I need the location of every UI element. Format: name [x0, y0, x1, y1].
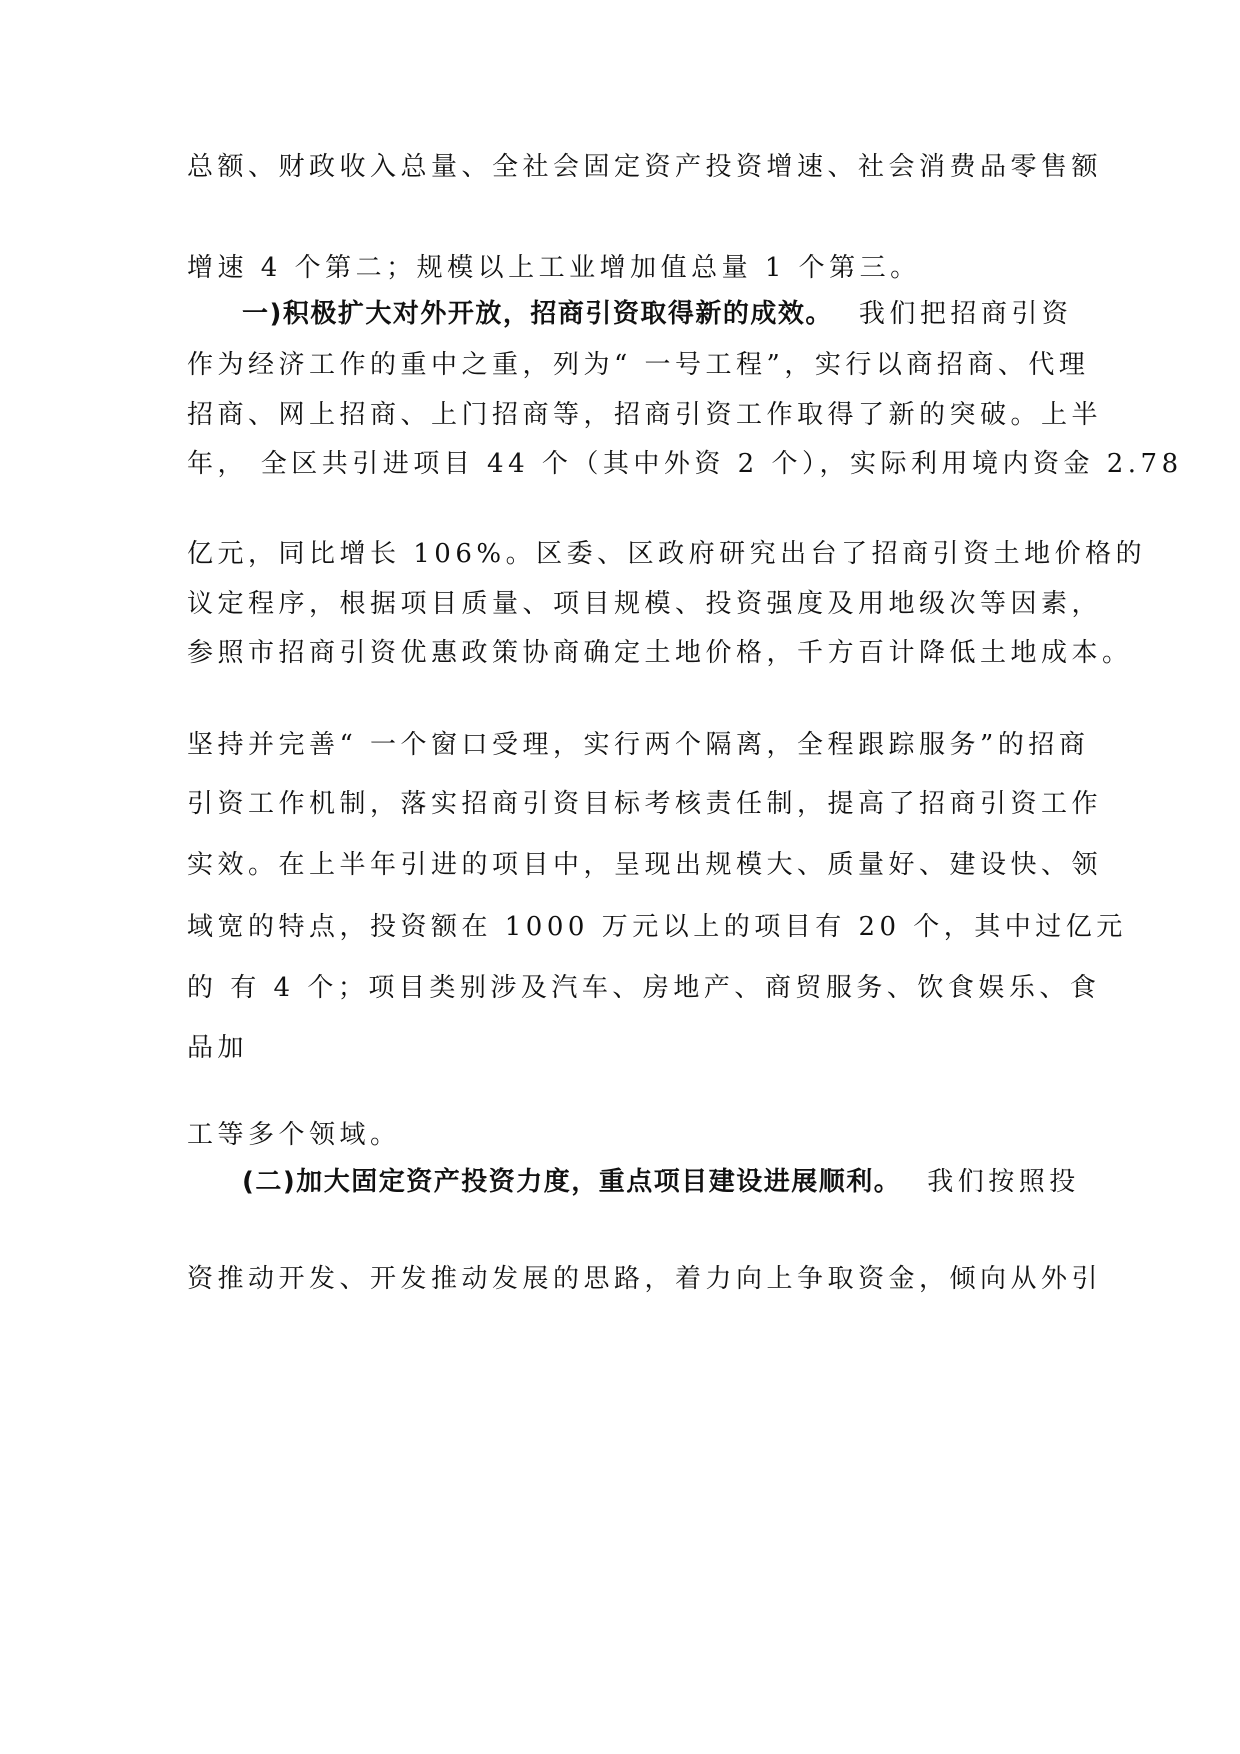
section-1-line — [242, 297, 1072, 331]
paragraph-line: 工等多个领域。 — [187, 1120, 401, 1150]
paragraph-line: 品加 — [187, 1033, 249, 1063]
section-2-heading: (二)加大固定资产投资力度，重点项目建设进展顺利。 — [242, 1167, 902, 1197]
paragraph-line: 域宽的特点，投资额在 1000 万元以上的项目有 20 个，其中过亿元 — [187, 912, 1127, 942]
paragraph-line: 总额、财政收入总量、全社会固定资产投资增速、社会消费品零售额 — [187, 152, 1103, 182]
paragraph-line: 作为经济工作的重中之重，列为“ 一号工程”，实行以商招商、代理 — [187, 350, 1090, 380]
section-1-lead: 我们把招商引资 — [858, 299, 1073, 329]
paragraph-line: 增速 4 个第二；规模以上工业增加值总量 1 个第三。 — [187, 253, 921, 283]
paragraph-line: 引资工作机制，落实招商引资目标考核责任制，提高了招商引资工作 — [187, 789, 1103, 819]
paragraph-line: 实效。在上半年引进的项目中，呈现出规模大、质量好、建设快、领 — [187, 850, 1103, 880]
paragraph-line: 资推动开发、开发推动发展的思路，着力向上争取资金，倾向从外引 — [187, 1264, 1103, 1294]
paragraph-line: 的 有 4 个；项目类别涉及汽车、房地产、商贸服务、饮食娱乐、食 — [187, 973, 1101, 1003]
paragraph-line: 议定程序，根据项目质量、项目规模、投资强度及用地级次等因素， — [187, 589, 1103, 619]
section-2-lead: 我们按照投 — [927, 1167, 1080, 1197]
section-1-heading: 一)积极扩大对外开放，招商引资取得新的成效。 — [242, 299, 833, 329]
paragraph-line: 招商、网上招商、上门招商等，招商引资工作取得了新的突破。上半 — [187, 400, 1103, 430]
paragraph-line: 参照市招商引资优惠政策协商确定土地价格，千方百计降低土地成本。 — [187, 638, 1133, 668]
paragraph-line: 坚持并完善“ 一个窗口受理，实行两个隔离，全程跟踪服务”的招商 — [187, 730, 1090, 760]
paragraph-line: 亿元，同比增长 106%。区委、区政府研究出台了招商引资土地价格的 — [187, 539, 1147, 569]
paragraph-line: 年， 全区共引进项目 44 个（其中外资 2 个），实际利用境内资金 2.78 — [187, 449, 1183, 479]
section-2-line — [242, 1165, 1080, 1199]
